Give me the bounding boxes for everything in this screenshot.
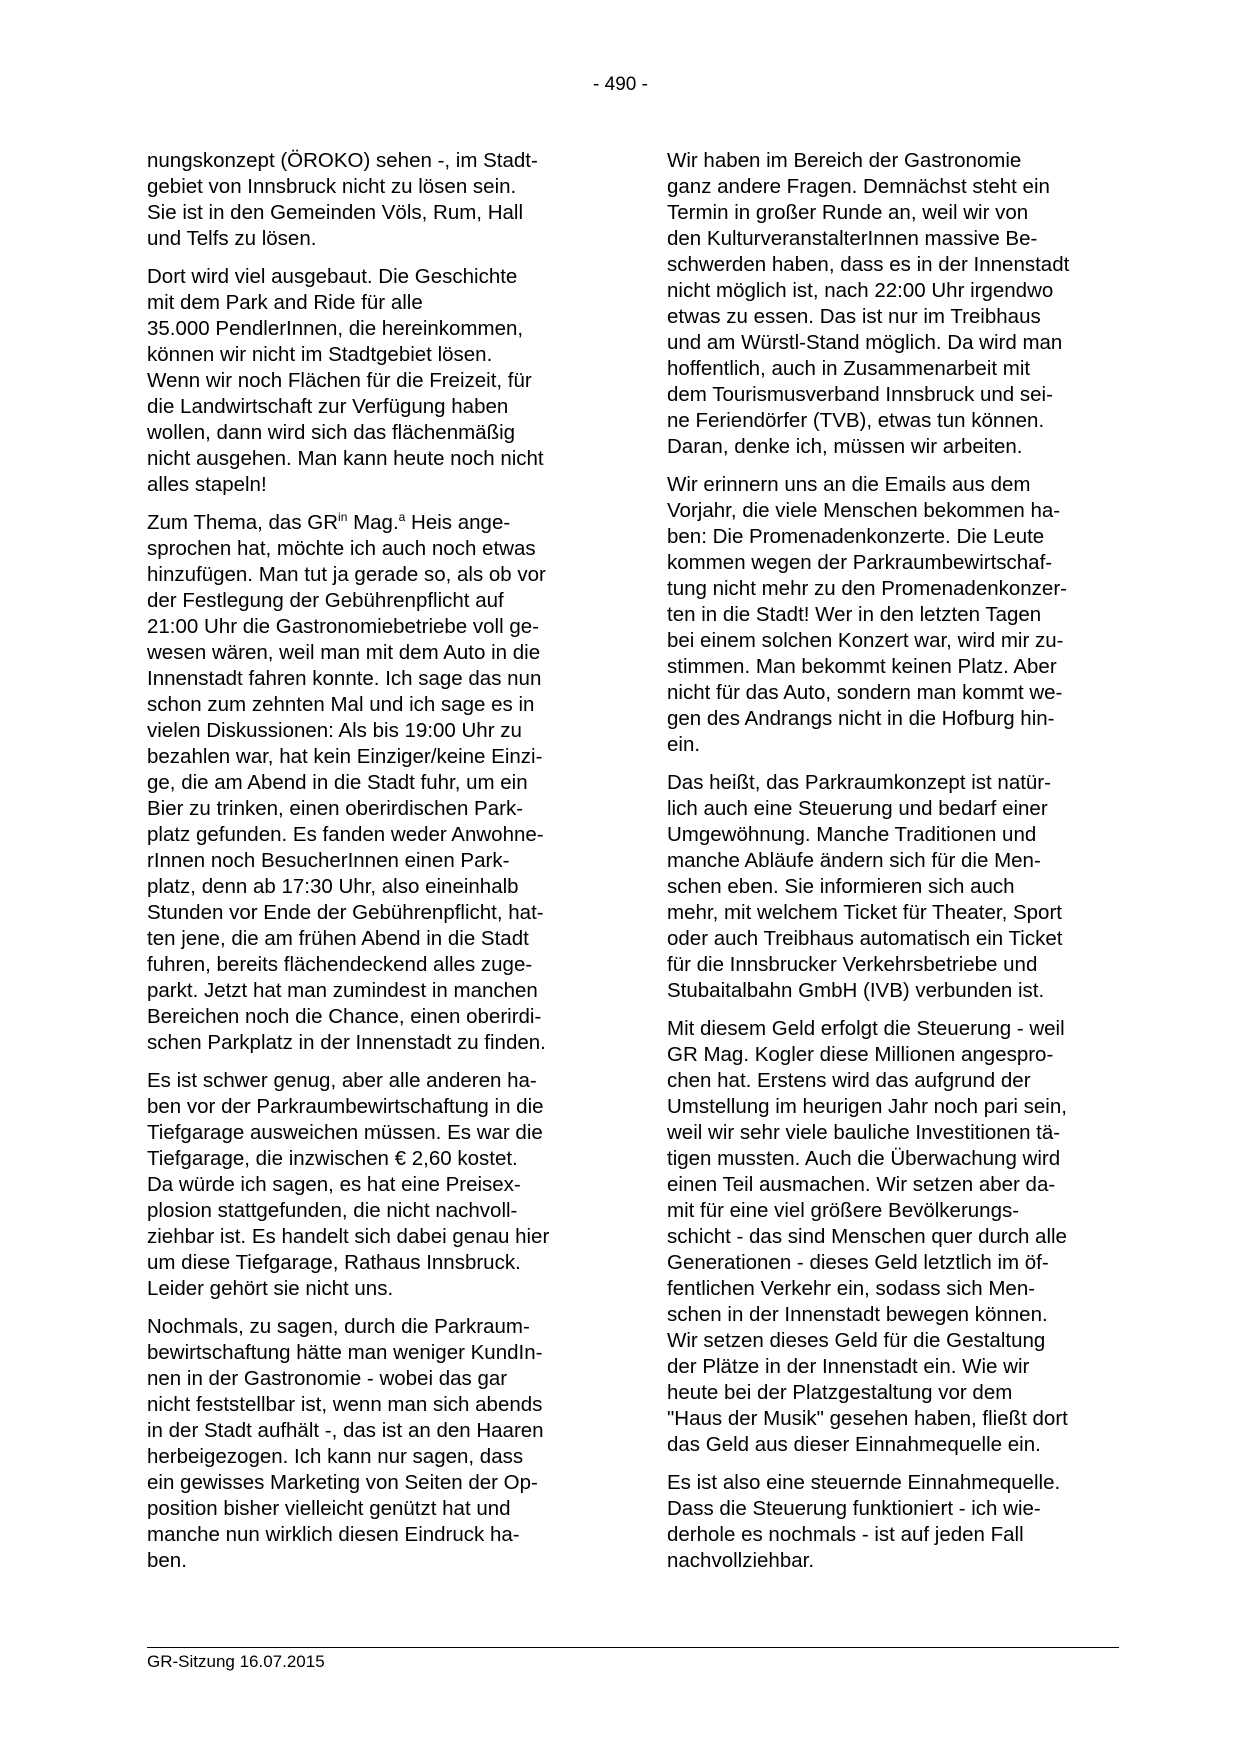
text-line: schicht - das sind Menschen quer durch alle [667, 1225, 1067, 1248]
text-line: Bereichen noch die Chance, einen oberirdi- [147, 1005, 542, 1028]
text-line: das Geld aus dieser Einnahmequelle ein. [667, 1433, 1041, 1456]
text-line: ziehbar ist. Es handelt sich dabei genau hier [147, 1225, 550, 1248]
p3-text-mid: Mag. [347, 511, 399, 534]
left-paragraph-2 [147, 264, 602, 498]
text-line: plosion stattgefunden, die nicht nachvoll- [147, 1199, 518, 1222]
text-line: wesen wären, weil man mit dem Auto in die [147, 641, 541, 664]
text-line: Umstellung im heurigen Jahr noch pari sein, [667, 1095, 1067, 1118]
text-line: 21:00 Uhr die Gastronomiebetriebe voll ge- [147, 615, 539, 638]
text-line: nicht ausgehen. Man kann heute noch nicht [147, 447, 544, 470]
text-line: heute bei der Platzgestaltung vor dem [667, 1381, 1013, 1404]
text-line: Tiefgarage, die inzwischen € 2,60 kostet. [147, 1147, 518, 1170]
text-line: in der Stadt aufhält -, das ist an den Haaren [147, 1419, 544, 1442]
text-line: fuhren, bereits flächendeckend alles zuge- [147, 953, 533, 976]
text-line: nicht feststellbar ist, wenn man sich abends [147, 1393, 543, 1416]
text-line: Dass die Steuerung funktioniert - ich wie- [667, 1497, 1041, 1520]
text-line: schen in der Innenstadt bewegen können. [667, 1303, 1048, 1326]
text-line: platz gefunden. Es fanden weder Anwohne- [147, 823, 544, 846]
text-line: mehr, mit welchem Ticket für Theater, Sport [667, 901, 1062, 924]
text-line: ganz andere Fragen. Demnächst steht ein [667, 175, 1050, 198]
text-line: sprochen hat, möchte ich auch noch etwas [147, 537, 536, 560]
text-line: bezahlen war, hat kein Einziger/keine Einzi- [147, 745, 543, 768]
text-line: schon zum zehnten Mal und ich sage es in [147, 693, 535, 716]
left-paragraph-3 [147, 510, 602, 1056]
text-line: tigen mussten. Auch die Überwachung wird [667, 1147, 1061, 1170]
text-line: ten jene, die am frühen Abend in die Stadt [147, 927, 529, 950]
text-line: hinzufügen. Man tut ja gerade so, als ob vor [147, 563, 546, 586]
text-line: Stunden vor Ende der Gebührenpflicht, hat- [147, 901, 544, 924]
text-line: Umgewöhnung. Manche Traditionen und [667, 823, 1037, 846]
text-line: schwerden haben, dass es in der Innenstadt [667, 253, 1070, 276]
footer-session-date: GR-Sitzung 16.07.2015 [147, 1652, 325, 1671]
text-line: Nochmals, zu sagen, durch die Parkraum- [147, 1315, 530, 1338]
text-line: Innenstadt fahren konnte. Ich sage das nun [147, 667, 542, 690]
text-line: gebiet von Innsbruck nicht zu lösen sein. [147, 175, 517, 198]
right-paragraph-3 [667, 770, 1122, 1004]
text-line: und Telfs zu lösen. [147, 227, 317, 250]
text-line: Termin in großer Runde an, weil wir von [667, 201, 1029, 224]
text-line: ten in die Stadt! Wer in den letzten Tagen [667, 603, 1042, 626]
text-line: alles stapeln! [147, 473, 267, 496]
left-paragraph-1 [147, 148, 602, 252]
text-line: ein. [667, 733, 701, 756]
text-line: nen in der Gastronomie - wobei das gar [147, 1367, 508, 1390]
text-line: Da würde ich sagen, es hat eine Preisex- [147, 1173, 521, 1196]
text-line: fentlichen Verkehr ein, sodass sich Men- [667, 1277, 1036, 1300]
text-line: manche Abläufe ändern sich für die Men- [667, 849, 1041, 872]
text-line: nicht für das Auto, sondern man kommt we- [667, 681, 1063, 704]
p3-text-post: Heis ange- [405, 511, 511, 534]
text-line: weil wir sehr viele bauliche Investitionen tä- [667, 1121, 1061, 1144]
text-line: mit für eine viel größere Bevölkerungs- [667, 1199, 1020, 1222]
text-line: Wir haben im Bereich der Gastronomie [667, 149, 1022, 172]
right-column [667, 148, 1122, 1586]
text-line: vielen Diskussionen: Als bis 19:00 Uhr zu [147, 719, 522, 742]
text-line: nungskonzept (ÖROKO) sehen -, im Stadt- [147, 149, 538, 172]
superscript-a: a [398, 510, 406, 525]
text-line: bewirtschaftung hätte man weniger KundIn- [147, 1341, 543, 1364]
text-line: rInnen noch BesucherInnen einen Park- [147, 849, 510, 872]
right-paragraph-2 [667, 472, 1122, 758]
text-line: Mit diesem Geld erfolgt die Steuerung - weil [667, 1017, 1065, 1040]
text-line: 35.000 PendlerInnen, die hereinkommen, [147, 317, 524, 340]
text-line: kommen wegen der Parkraumbewirtschaf- [667, 551, 1053, 574]
text-line: oder auch Treibhaus automatisch ein Ticket [667, 927, 1063, 950]
text-line: der Festlegung der Gebührenpflicht auf [147, 589, 504, 612]
footer-divider [147, 1647, 1119, 1648]
text-line: Daran, denke ich, müssen wir arbeiten. [667, 435, 1023, 458]
text-line: nicht möglich ist, nach 22:00 Uhr irgendwo [667, 279, 1054, 302]
text-line: Sie ist in den Gemeinden Völs, Rum, Hall [147, 201, 524, 224]
text-line: Wir setzen dieses Geld für die Gestaltung [667, 1329, 1046, 1352]
text-line: "Haus der Musik" gesehen haben, fließt dort [667, 1407, 1068, 1430]
text-line: ben: Die Promenadenkonzerte. Die Leute [667, 525, 1045, 548]
text-line: dem Tourismusverband Innsbruck und sei- [667, 383, 1053, 406]
text-line: herbeigezogen. Ich kann nur sagen, dass [147, 1445, 524, 1468]
text-line: für die Innsbrucker Verkehrsbetriebe und [667, 953, 1038, 976]
text-line: ne Feriendörfer (TVB), etwas tun können. [667, 409, 1045, 432]
text-line: um diese Tiefgarage, Rathaus Innsbruck. [147, 1251, 521, 1274]
text-line: mit dem Park and Ride für alle [147, 291, 423, 314]
text-line: schen Parkplatz in der Innenstadt zu finden. [147, 1031, 546, 1054]
text-line: ben vor der Parkraumbewirtschaftung in die [147, 1095, 544, 1118]
text-line: tung nicht mehr zu den Promenadenkonzer- [667, 577, 1067, 600]
right-paragraph-1 [667, 148, 1122, 460]
page-number: - 490 - [593, 74, 648, 95]
text-line: Leider gehört sie nicht uns. [147, 1277, 394, 1300]
text-line: wollen, dann wird sich das flächenmäßig [147, 421, 516, 444]
text-line: Wir erinnern uns an die Emails aus dem [667, 473, 1031, 496]
left-paragraph-3-body [147, 536, 602, 1056]
text-line: der Plätze in der Innenstadt ein. Wie wir [667, 1355, 1030, 1378]
text-line: Stubaitalbahn GmbH (IVB) verbunden ist. [667, 979, 1045, 1002]
text-line: Vorjahr, die viele Menschen bekommen ha- [667, 499, 1061, 522]
superscript-in: in [338, 510, 348, 525]
text-line: stimmen. Man bekommt keinen Platz. Aber [667, 655, 1057, 678]
p3-text-pre: Zum Thema, das GR [147, 511, 339, 534]
text-line: bei einem solchen Konzert war, wird mir zu- [667, 629, 1064, 652]
text-line: Es ist also eine steuernde Einnahmequelle. [667, 1471, 1061, 1494]
text-line: Generationen - dieses Geld letztlich im öf- [667, 1251, 1049, 1274]
left-paragraph-3-first-line [147, 510, 602, 536]
text-line: gen des Andrangs nicht in die Hofburg hin- [667, 707, 1055, 730]
text-line: ein gewisses Marketing von Seiten der Op- [147, 1471, 538, 1494]
text-line: schen eben. Sie informieren sich auch [667, 875, 1015, 898]
text-line: chen hat. Erstens wird das aufgrund der [667, 1069, 1031, 1092]
text-line: einen Teil ausmachen. Wir setzen aber da- [667, 1173, 1056, 1196]
text-line: GR Mag. Kogler diese Millionen angespro- [667, 1043, 1054, 1066]
text-line: ben. [147, 1549, 187, 1572]
text-line: platz, denn ab 17:30 Uhr, also eineinhalb [147, 875, 519, 898]
right-paragraph-4 [667, 1016, 1122, 1458]
text-line: können wir nicht im Stadtgebiet lösen. [147, 343, 493, 366]
text-line: ge, die am Abend in die Stadt fuhr, um ein [147, 771, 528, 794]
text-line: etwas zu essen. Das ist nur im Treibhaus [667, 305, 1041, 328]
right-paragraph-5 [667, 1470, 1122, 1574]
left-paragraph-4 [147, 1068, 602, 1302]
text-line: und am Würstl-Stand möglich. Da wird man [667, 331, 1063, 354]
text-line: derhole es nochmals - ist auf jeden Fall [667, 1523, 1024, 1546]
text-line: Wenn wir noch Flächen für die Freizeit, für [147, 369, 532, 392]
text-line: manche nun wirklich diesen Eindruck ha- [147, 1523, 520, 1546]
text-line: Das heißt, das Parkraumkonzept ist natür- [667, 771, 1051, 794]
text-line: Es ist schwer genug, aber alle anderen ha- [147, 1069, 537, 1092]
left-column [147, 148, 602, 1586]
text-line: Tiefgarage ausweichen müssen. Es war die [147, 1121, 543, 1144]
left-paragraph-5 [147, 1314, 602, 1574]
text-line: hoffentlich, auch in Zusammenarbeit mit [667, 357, 1031, 380]
text-line: parkt. Jetzt hat man zumindest in manchen [147, 979, 538, 1002]
text-line: Dort wird viel ausgebaut. Die Geschichte [147, 265, 518, 288]
text-line: die Landwirtschaft zur Verfügung haben [147, 395, 509, 418]
text-line: position bisher vielleicht genützt hat und [147, 1497, 511, 1520]
text-line: Bier zu trinken, einen oberirdischen Park- [147, 797, 524, 820]
text-line: nachvollziehbar. [667, 1549, 815, 1572]
text-line: den KulturveranstalterInnen massive Be- [667, 227, 1038, 250]
text-line: lich auch eine Steuerung und bedarf einer [667, 797, 1048, 820]
